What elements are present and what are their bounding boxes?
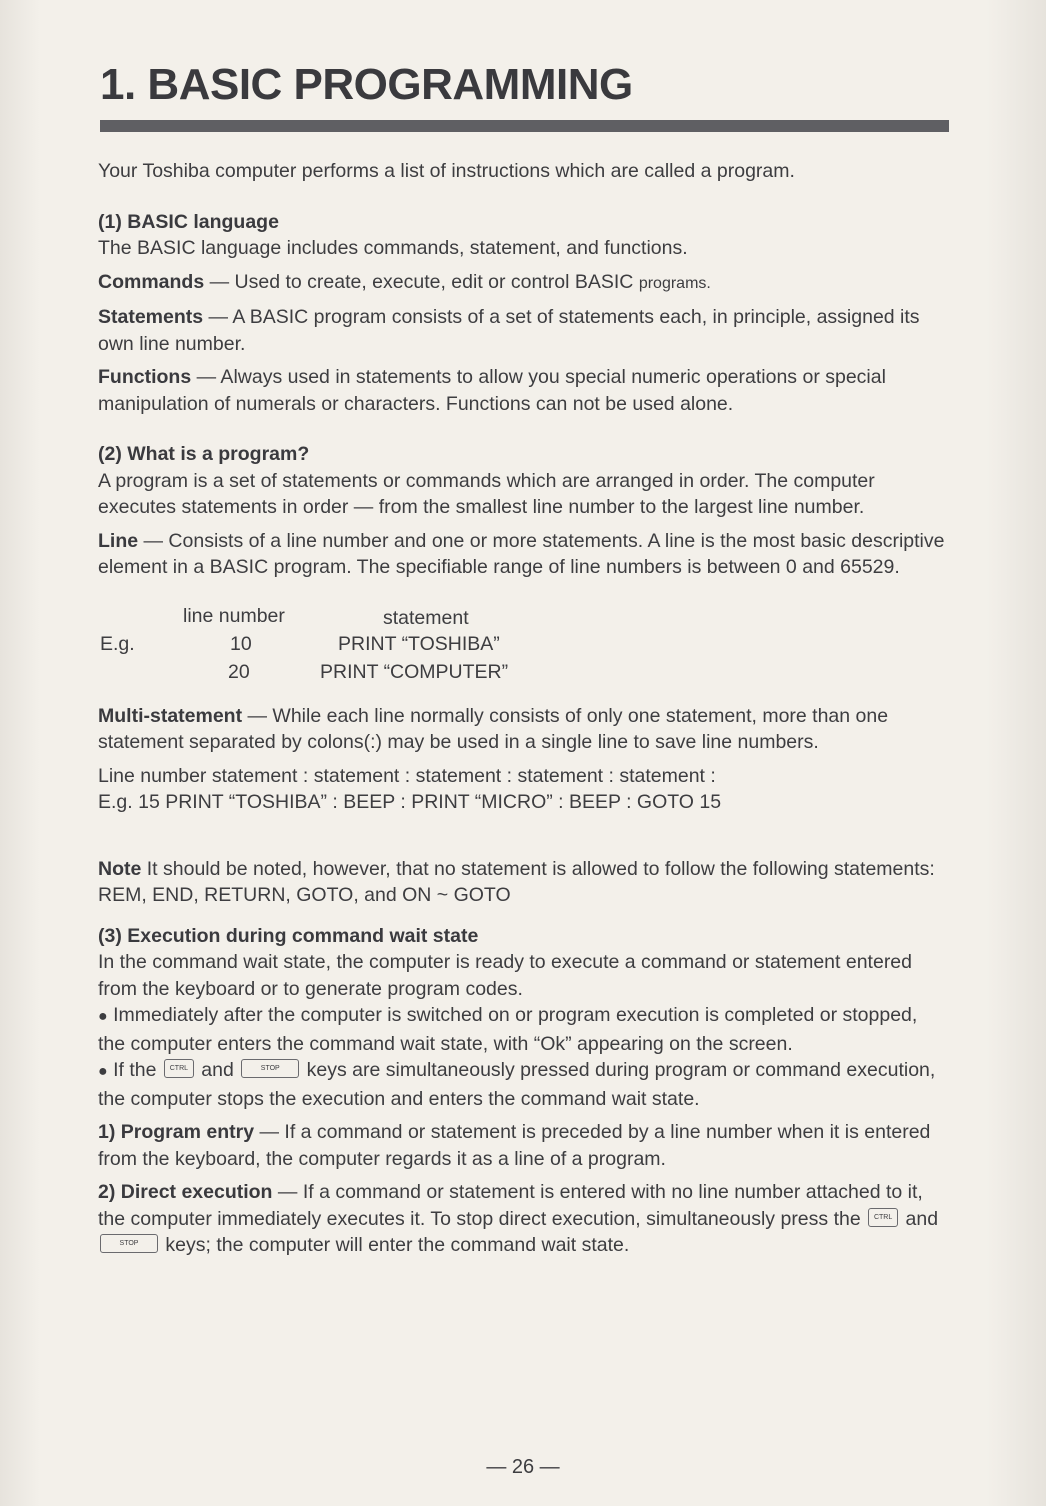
multi-statement-format: Line number statement : statement : statement : statement : statement : (98, 764, 716, 787)
note-term: Note (98, 857, 142, 880)
ctrl-key-icon: CTRL (164, 1059, 194, 1078)
commands-definition: Commands — Used to create, execute, edit or control BASIC programs. (98, 270, 711, 293)
bullet-item: ● If the CTRL and STOP keys are simultaneously pressed during program or command execution, the computer stops the execution and enters the command wait state. (98, 1059, 936, 1110)
multi-statement-example: E.g. 15 PRINT “TOSHIBA” : BEEP : PRINT “MICRO” : BEEP : GOTO 15 (98, 791, 722, 813)
example-row-statement: PRINT “COMPUTER” (320, 660, 509, 683)
page-number: — 26 — (486, 1456, 560, 1478)
statements-definition: Statements — A BASIC program consists of a set of statements each, in principle, assigned its own line number. (98, 306, 920, 355)
bullet-dot-icon: ● (98, 1063, 108, 1080)
functions-term: Functions (98, 366, 192, 388)
example-header-statement: statement (383, 606, 469, 629)
program-entry-term: 1) Program entry (98, 1121, 255, 1143)
program-entry-definition: 1) Program entry — If a command or statement is preceded by a line number when it is entered from the keyboard, the computer regards it as a line of a program. (98, 1121, 931, 1170)
direct-execution-definition: 2) Direct execution — If a command or statement is entered with no line number attached to it, the computer immediately executes it. To stop direct execution, simultaneously press the CTRL and STOP keys; the computer will enter the command wait state. (98, 1181, 939, 1256)
section-3-heading: (3) Execution during command wait state (98, 924, 479, 947)
stop-key-icon: STOP (100, 1234, 158, 1253)
statements-term: Statements (98, 306, 204, 328)
page-title: 1. BASIC PROGRAMMING (100, 60, 633, 109)
multi-statement-definition: Multi-statement — While each line normally consists of only one statement, more than one statement separated by colons(:) may be used in a single line to save line numbers. (98, 704, 889, 753)
example-label: E.g. (100, 632, 135, 655)
section-3-text: In the command wait state, the computer is ready to execute a command or statement entered from the keyboard or to generate program codes. (98, 951, 913, 1000)
line-example-table (98, 603, 948, 689)
example-row-statement: PRINT “TOSHIBA” (338, 632, 500, 655)
bullet-dot-icon: ● (98, 1008, 108, 1025)
commands-term: Commands (98, 270, 205, 293)
section-2-heading: (2) What is a program? (98, 443, 310, 465)
page-crease (0, 0, 40, 1506)
bullet-item: ● Immediately after the computer is switched on or program execution is completed or stopped, the computer enters the command wait state, with “Ok” appearing on the screen. (98, 1004, 918, 1055)
title-underline-bar (100, 120, 949, 132)
multi-statement-term: Multi-statement (98, 704, 243, 727)
line-definition: Line — Consists of a line number and one or more statements. A line is the most basic descriptive element in a BASIC program. The specifiable range of line numbers is between 0 and 65529. (98, 529, 945, 578)
page-body (98, 158, 948, 1259)
example-header-line-number: line number (183, 604, 285, 627)
line-term: Line (98, 529, 139, 552)
note-paragraph: Note It should be noted, however, that no statement is allowed to follow the following statements: (98, 857, 935, 880)
page-edge-shadow (986, 0, 1046, 1506)
direct-execution-term: 2) Direct execution (98, 1181, 273, 1203)
example-row-number: 10 (230, 632, 252, 655)
ctrl-key-icon: CTRL (868, 1208, 898, 1227)
section-1-text: The BASIC language includes commands, statement, and functions. (98, 237, 688, 259)
section-2-text: A program is a set of statements or commands which are arranged in order. The computer executes statements in order — from the smallest line number to the largest line number. (98, 469, 875, 518)
section-1-heading: (1) BASIC language (98, 210, 279, 233)
intro-paragraph: Your Toshiba computer performs a list of instructions which are called a program. (98, 160, 795, 182)
note-statement-list: REM, END, RETURN, GOTO, and ON ~ GOTO (98, 884, 511, 906)
example-row-number: 20 (228, 660, 250, 683)
functions-definition: Functions — Always used in statements to allow you special numeric operations or special manipulation of numerals or characters. Functions can not be used alone. (98, 366, 886, 415)
stop-key-icon: STOP (241, 1059, 299, 1078)
